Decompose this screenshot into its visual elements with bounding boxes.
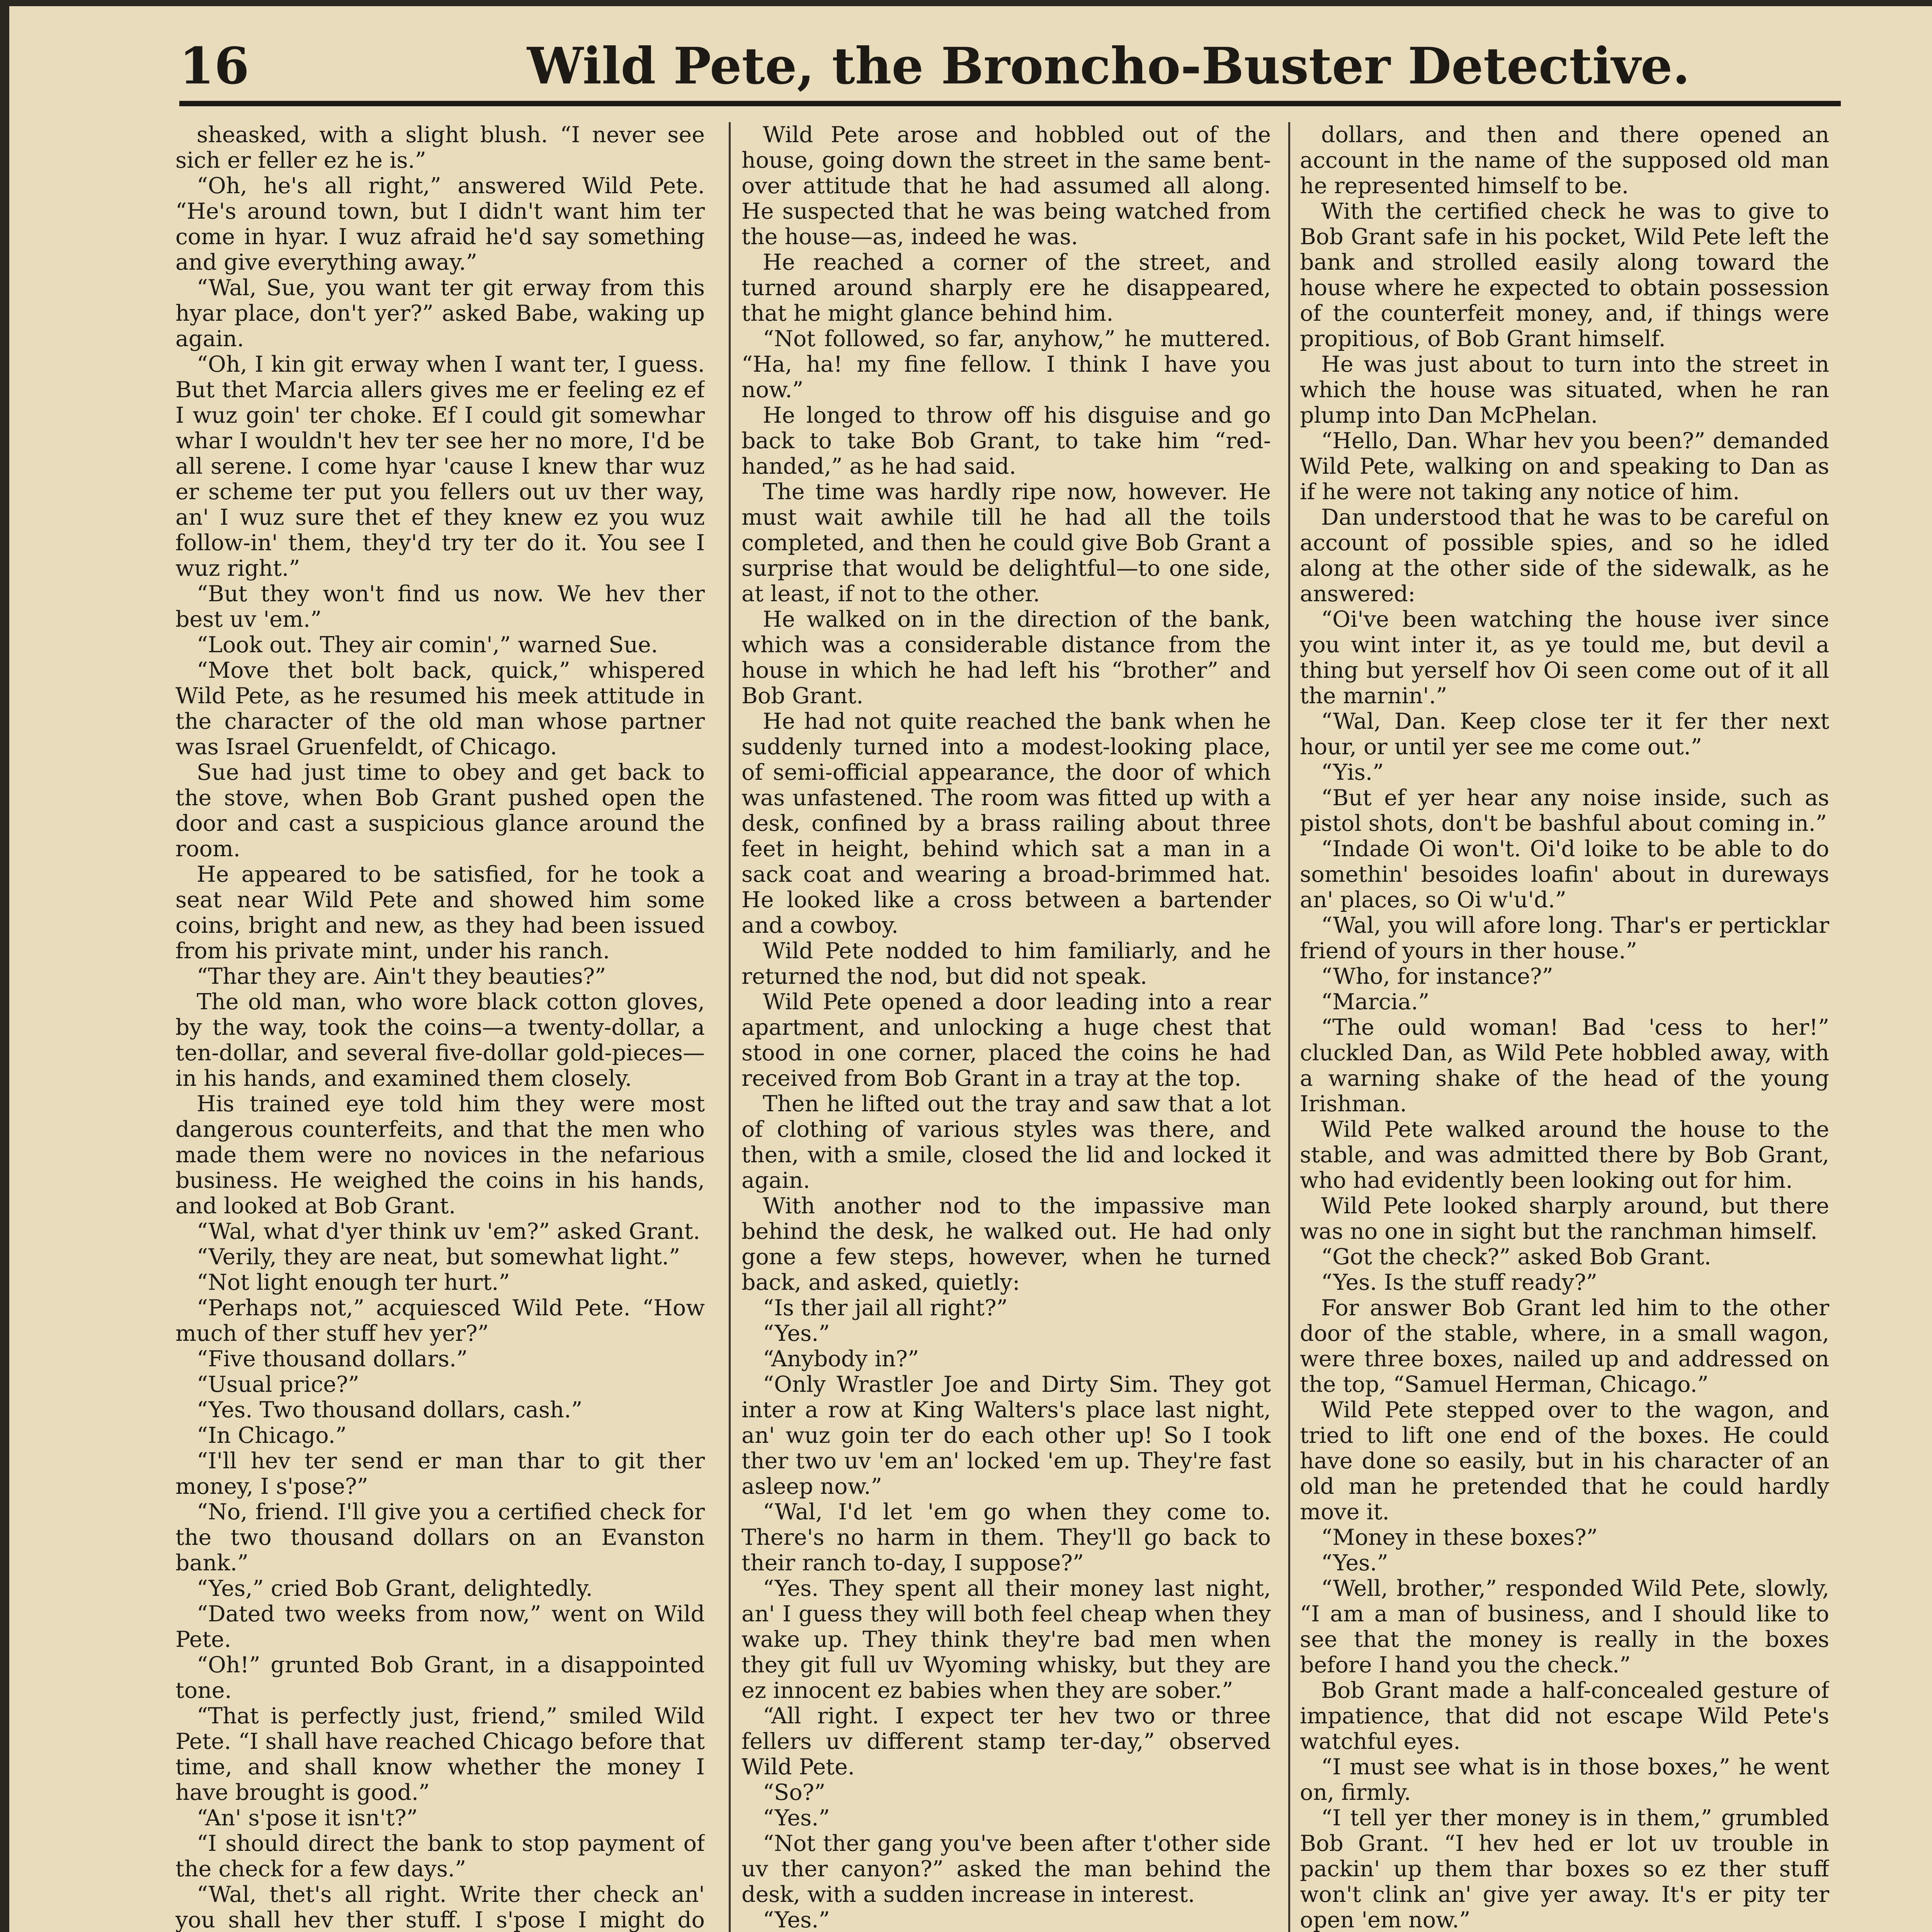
paragraph: “Not followed, so far, anyhow,” he muttered. “Ha, ha! my fine fellow. I think I have you now.” xyxy=(742,326,1271,403)
paragraph: “In Chicago.” xyxy=(197,1423,347,1448)
paragraph: Wild Pete stepped over to the wagon, and tried to lift one end of the boxes. He could have done so easily, but in his character of an old man he pretended that he could hardly move it. xyxy=(1300,1397,1829,1525)
page-header xyxy=(179,33,1841,107)
paragraph: “Yes,” cried Bob Grant, delightedly. xyxy=(197,1576,593,1601)
paragraph: “Hello, Dan. Whar hev you been?” demanded Wild Pete, walking on and speaking to Dan as if he were not taking any notice of him. xyxy=(1300,428,1829,505)
paragraph: “That is perfectly just, friend,” smiled Wild Pete. “I shall have reached Chicago before that time, and shall know whether the money I have brought is good.” xyxy=(175,1703,705,1805)
header-rule xyxy=(179,101,1841,106)
paragraph: “Yes.” xyxy=(763,1907,830,1932)
paragraph: “Wal, what d'yer think uv 'em?” asked Grant. xyxy=(197,1219,700,1244)
paragraph: “Anybody in?” xyxy=(763,1346,919,1372)
paragraph: “Is ther jail all right?” xyxy=(763,1295,1008,1321)
paragraph: “Yes.” xyxy=(763,1321,830,1346)
paragraph: Sue had just time to obey and get back to the stove, when Bob Grant pushed open the door and cast a suspicious glance around the room. xyxy=(175,760,705,862)
paragraph: “Not ther gang you've been after t'other side uv ther canyon?” asked the man behind the desk, with a sudden increase in interest. xyxy=(742,1831,1271,1907)
paragraph: dollars, and then and there opened an account in the name of the supposed old man he represented himself to be. xyxy=(1300,122,1829,199)
newspaper-page xyxy=(9,6,1932,1932)
paragraph: “Perhaps not,” acquiesced Wild Pete. “How much of ther stuff hev yer?” xyxy=(175,1295,705,1346)
paragraph: The time was hardly ripe now, however. He must wait awhile till he had all the toils completed, and then he could give Bob Grant a surprise that would be delightful—to one side, at least, if not to the other. xyxy=(742,479,1271,607)
paragraph: Wild Pete nodded to him familiarly, and he returned the nod, but did not speak. xyxy=(742,938,1271,989)
paragraph: Wild Pete walked around the house to the stable, and was admitted there by Bob Grant, who had evidently been looking out for him. xyxy=(1300,1117,1829,1193)
paragraph: He longed to throw off his disguise and go back to take Bob Grant, to take him “red-handed,” as he had said. xyxy=(742,403,1271,479)
paragraph: “Indade Oi won't. Oi'd loike to be able to do somethin' besoides loafin' about in dureways an' places, so Oi w'u'd.” xyxy=(1300,836,1829,913)
paragraph: “I must see what is in those boxes,” he went on, firmly. xyxy=(1300,1754,1829,1805)
paragraph: “The ould woman! Bad 'cess to her!” cluckled Dan, as Wild Pete hobbled away, with a warning shake of the head of the young Irishman. xyxy=(1300,1015,1829,1117)
paragraph: “All right. I expect ter hev two or three fellers uv different stamp ter-day,” observed Wild Pete. xyxy=(742,1703,1271,1780)
paragraph: “Dated two weeks from now,” went on Wild Pete. xyxy=(175,1601,705,1652)
paragraph: The old man, who wore black cotton gloves, by the way, took the coins—a twenty-dollar, a ten-dollar, and several five-dollar gold-pieces—in his hands, and examined them closely. xyxy=(175,989,705,1091)
paragraph: “Yes. They spent all their money last night, an' I guess they will both feel cheap when they wake up. They think they're bad men when they git full uv Wyoming whisky, but they are ez innocent ez babies when they are sober.” xyxy=(742,1576,1271,1703)
paragraph: “Yes. Two thousand dollars, cash.” xyxy=(197,1397,583,1423)
paragraph: “But they won't find us now. We hev ther best uv 'em.” xyxy=(175,581,705,632)
paragraph: “So?” xyxy=(763,1780,826,1805)
paragraph: “Yes. Is the stuff ready?” xyxy=(1321,1270,1597,1295)
text-column-3 xyxy=(1300,122,1829,1932)
paragraph: For answer Bob Grant led him to the other door of the stable, where, in a small wagon, were three boxes, nailed up and addressed on the top, “Samuel Herman, Chicago.” xyxy=(1300,1295,1829,1397)
paragraph: “Not light enough ter hurt.” xyxy=(197,1270,510,1295)
paragraph: “I'll hev ter send er man thar to git ther money, I s'pose?” xyxy=(175,1448,705,1499)
text-column-1 xyxy=(175,122,705,1932)
paragraph: “Wal, you will afore long. Thar's er perticklar friend of yours in ther house.” xyxy=(1300,913,1829,964)
paragraph: “But ef yer hear any noise inside, such as pistol shots, don't be bashful about coming in.” xyxy=(1300,785,1829,836)
paragraph: “Verily, they are neat, but somewhat light.” xyxy=(197,1244,680,1270)
paragraph: “Yes.” xyxy=(1321,1550,1388,1576)
paragraph: “Only Wrastler Joe and Dirty Sim. They got inter a row at King Walters's place last night, an' wuz goin ter do each other up! So I took ther two uv 'em an' locked 'em up. They're fast asleep now.” xyxy=(742,1372,1271,1499)
paragraph: “Move thet bolt back, quick,” whispered Wild Pete, as he resumed his meek attitude in the character of the old man whose partner was Israel Gruenfeldt, of Chicago. xyxy=(175,658,705,760)
paragraph: He appeared to be satisfied, for he took a seat near Wild Pete and showed him some coins, bright and new, as they had been issued from his private mint, under his ranch. xyxy=(175,862,705,964)
paragraph: “Five thousand dollars.” xyxy=(197,1346,468,1372)
paragraph: He walked on in the direction of the bank, which was a considerable distance from the house in which he had left his “brother” and Bob Grant. xyxy=(742,607,1271,709)
paragraph: Wild Pete opened a door leading into a rear apartment, and unlocking a huge chest that stood in one corner, placed the coins he had received from Bob Grant in a tray at the top. xyxy=(742,989,1271,1091)
paragraph: “Wal, thet's all right. Write ther check an' you shall hev ther stuff. I s'pose I might do xyxy=(175,1882,705,1932)
paragraph: sheasked, with a slight blush. “I never see sich er feller ez he is.” xyxy=(175,122,705,173)
paragraph: Wild Pete arose and hobbled out of the house, going down the street in the same bent-over attitude that he had assumed all along. He suspected that he was being watched from the house—as, indeed he was. xyxy=(742,122,1271,250)
paragraph: “Yis.” xyxy=(1321,760,1384,785)
paragraph: “Wal, Sue, you want ter git erway from this hyar place, don't yer?” asked Babe, waking up again. xyxy=(175,275,705,352)
paragraph: He had not quite reached the bank when he suddenly turned into a modest-looking place, of semi-official appearance, the door of which was unfastened. The room was fitted up with a desk, confined by a brass railing about three feet in height, behind which sat a man in a sack coat and wearing a broad-brimmed hat. He looked like a cross between a bartender and a cowboy. xyxy=(742,709,1271,938)
paragraph: He reached a corner of the street, and turned around sharply ere he disappeared, that he might glance behind him. xyxy=(742,250,1271,326)
paragraph: “I should direct the bank to stop payment of the check for a few days.” xyxy=(175,1831,705,1882)
paragraph: “Look out. They air comin',” warned Sue. xyxy=(197,632,658,658)
paragraph: “Wal, I'd let 'em go when they come to. There's no harm in them. They'll go back to their ranch to-day, I suppose?” xyxy=(742,1499,1271,1576)
paragraph: “Oh, I kin git erway when I want ter, I guess. But thet Marcia allers gives me er feeling ez ef I wuz goin' ter choke. Ef I could git somewhar whar I wouldn't hev ter see her no more, I'd be all serene. I come hyar 'cause I knew thar wuz er scheme ter put you fellers out uv ther way, an' I wuz sure thet ef they knew ez you wuz follow-in' them, they'd try ter do it. You see I wuz right.” xyxy=(175,352,705,581)
text-column-2 xyxy=(742,122,1271,1932)
paragraph: “An' s'pose it isn't?” xyxy=(197,1805,418,1831)
paragraph: With the certified check he was to give to Bob Grant safe in his pocket, Wild Pete left the bank and strolled easily along toward the house where he expected to obtain possession of the counterfeit money, and, if things were propitious, of Bob Grant himself. xyxy=(1300,199,1829,352)
running-title: Wild Pete, the Broncho-Buster Detective. xyxy=(527,36,1690,95)
paragraph: With another nod to the impassive man behind the desk, he walked out. He had only gone a few steps, however, when he turned back, and asked, quietly: xyxy=(742,1193,1271,1295)
paragraph: “Marcia.” xyxy=(1321,989,1430,1015)
column-rule-2 xyxy=(1288,122,1290,1932)
paragraph: Then he lifted out the tray and saw that a lot of clothing of various styles was there, and then, with a smile, closed the lid and locked it again. xyxy=(742,1091,1271,1193)
paragraph: “Got the check?” asked Bob Grant. xyxy=(1321,1244,1711,1270)
column-rule-1 xyxy=(729,122,731,1932)
paragraph: “Wal, Dan. Keep close ter it fer ther next hour, or until yer see me come out.” xyxy=(1300,709,1829,760)
paragraph: “Yes.” xyxy=(763,1805,830,1831)
paragraph: Bob Grant made a half-concealed gesture of impatience, that did not escape Wild Pete's watchful eyes. xyxy=(1300,1678,1829,1754)
paragraph: Dan understood that he was to be careful on account of possible spies, and so he idled along at the other side of the sidewalk, as he answered: xyxy=(1300,505,1829,607)
paragraph: “I tell yer ther money is in them,” grumbled Bob Grant. “I hev hed er lot uv trouble in packin' up them thar boxes so ez ther stuff won't clink an' give yer away. It's er pity ter open 'em now.” xyxy=(1300,1805,1829,1932)
paragraph: “No, friend. I'll give you a certified check for the two thousand dollars on an Evanston bank.” xyxy=(175,1499,705,1576)
paragraph: “Thar they are. Ain't they beauties?” xyxy=(197,964,606,989)
paragraph: His trained eye told him they were most dangerous counterfeits, and that the men who made them were no novices in the nefarious business. He weighed the coins in his hands, and looked at Bob Grant. xyxy=(175,1091,705,1219)
paragraph: “Who, for instance?” xyxy=(1321,964,1553,989)
paragraph: Wild Pete looked sharply around, but there was no one in sight but the ranchman himself. xyxy=(1300,1193,1829,1244)
paragraph: “Oh, he's all right,” answered Wild Pete. “He's around town, but I didn't want him ter come in hyar. I wuz afraid he'd say something and give everything away.” xyxy=(175,173,705,275)
paragraph: “Usual price?” xyxy=(197,1372,359,1397)
paragraph: He was just about to turn into the street in which the house was situated, when he ran plump into Dan McPhelan. xyxy=(1300,352,1829,428)
paragraph: “Oi've been watching the house iver since you wint inter it, as ye tould me, but devil a thing but yerself hov Oi seen come out of it all the marnin'.” xyxy=(1300,607,1829,709)
paragraph: “Well, brother,” responded Wild Pete, slowly, “I am a man of business, and I should like to see that the money is really in the boxes before I hand you the check.” xyxy=(1300,1576,1829,1678)
paragraph: “Oh!” grunted Bob Grant, in a disappointed tone. xyxy=(175,1652,705,1703)
paragraph: “Money in these boxes?” xyxy=(1321,1525,1598,1550)
page-number: 16 xyxy=(179,36,249,95)
